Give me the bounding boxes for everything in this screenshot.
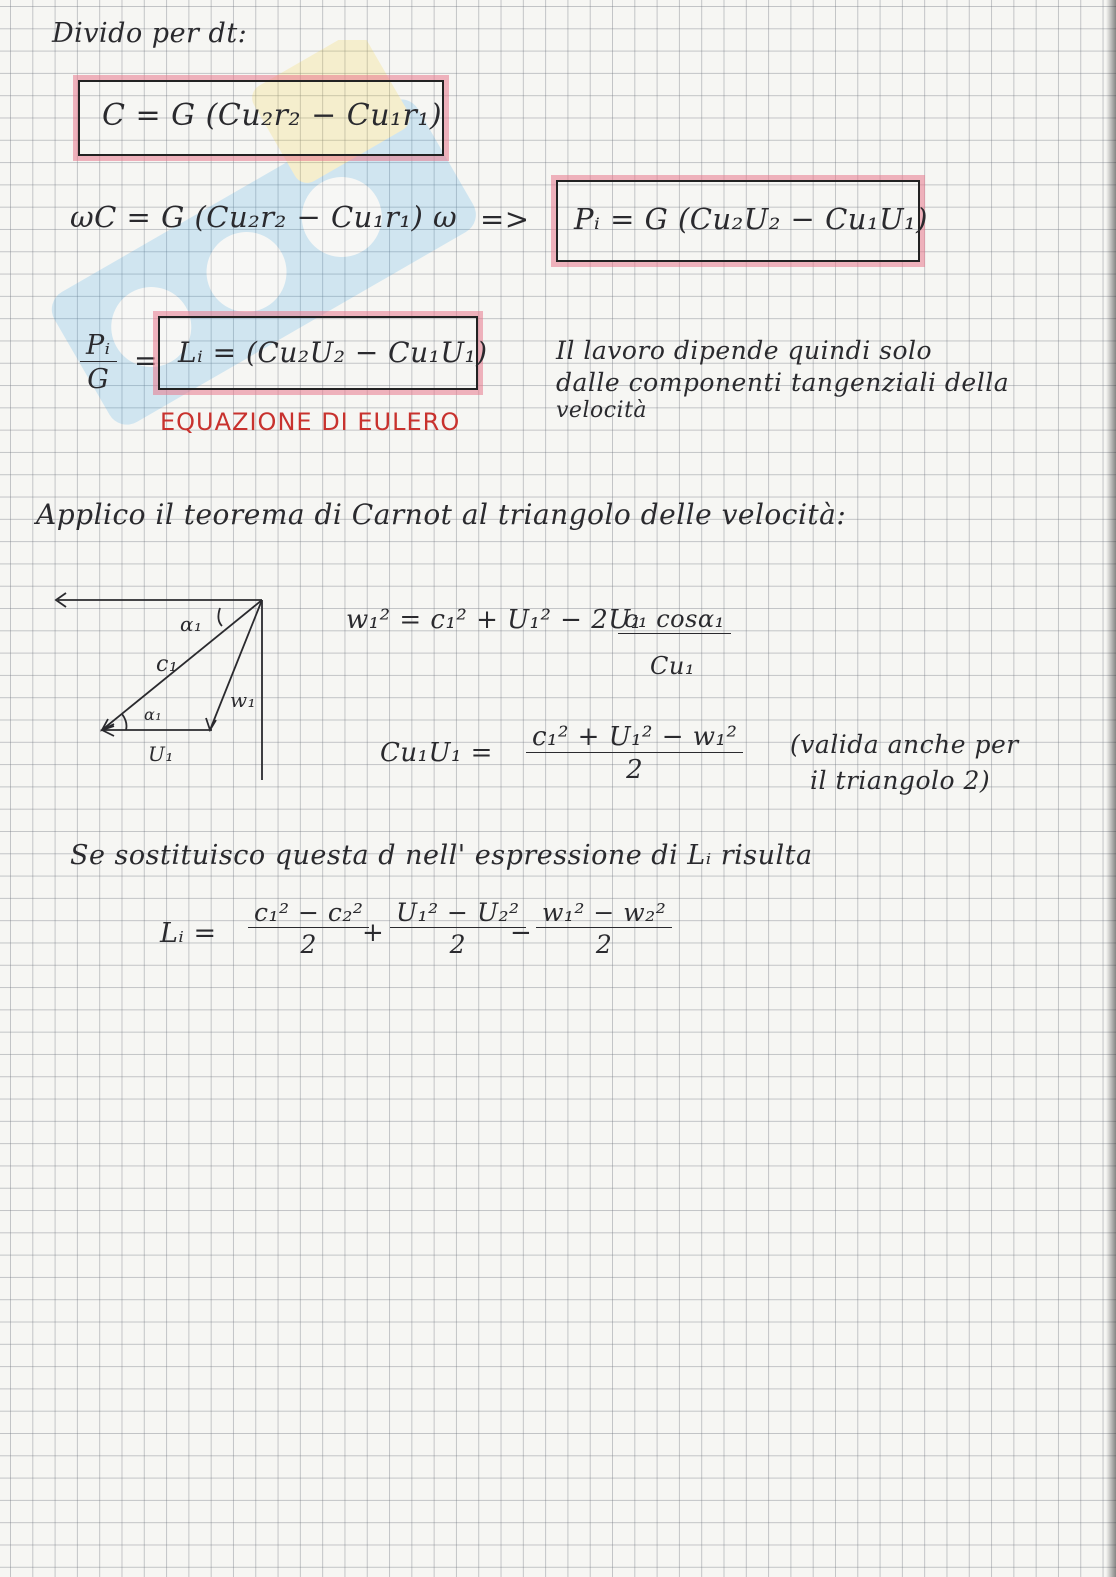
- alpha-top-arc: [218, 608, 222, 626]
- fraction-denominator: 2: [449, 930, 466, 959]
- work-equation: Lᵢ = (Cu₂U₂ − Cu₁U₁): [178, 336, 488, 369]
- fraction-numerator: c₁² + U₁² − w₁²: [526, 722, 743, 753]
- minus-sign: −: [510, 918, 533, 948]
- heading-line: Divido per dt:: [52, 18, 248, 49]
- euler-equation-label: EQUAZIONE DI EULERO: [160, 408, 461, 436]
- alpha-angle-arc: [122, 714, 127, 730]
- implies-arrow: =>: [480, 202, 530, 236]
- p-over-g-fraction: [80, 330, 117, 395]
- fraction-denominator: 2: [626, 755, 644, 785]
- triangle-label-alpha-top: α₁: [180, 612, 203, 636]
- carnot-sentence: Applico il teorema di Carnot al triangolo delle velocità:: [36, 498, 847, 531]
- fraction-numerator: w₁² − w₂²: [536, 898, 672, 928]
- torque-equation: C = G (Cu₂r₂ − Cu₁r₁): [102, 98, 443, 133]
- substitution-sentence: Se sostituisco questa d nell' espressione di Lᵢ risulta: [70, 840, 813, 871]
- fraction-denominator: 2: [300, 930, 317, 959]
- fraction-numerator: Pᵢ: [80, 330, 117, 362]
- power-equation-box: [556, 180, 928, 262]
- tangential-product-fraction: [526, 722, 743, 785]
- note-line-2: dalle componenti tangenziali della: [556, 368, 1010, 397]
- fraction-denominator: G: [87, 364, 110, 395]
- final-equation-lhs: Lᵢ =: [160, 918, 217, 949]
- kinetic-energy-fraction: [248, 898, 369, 959]
- triangle-label-u1: U₁: [148, 742, 174, 766]
- work-equation-box: [158, 316, 488, 390]
- note-line-1: Il lavoro dipende quindi solo: [556, 336, 933, 365]
- validity-note-line-1: (valida anche per: [790, 730, 1019, 759]
- power-equation: Pᵢ = G (Cu₂U₂ − Cu₁U₁): [574, 202, 928, 236]
- law-of-cosines-equation: w₁² = c₁² + U₁² − 2U₁: [346, 605, 642, 635]
- omega-equation: ωC = G (Cu₂r₂ − Cu₁r₁) ω: [70, 200, 458, 234]
- page-edge-shadow: [1106, 0, 1116, 1577]
- fraction-numerator: c₁² − c₂²: [248, 898, 369, 928]
- plus-sign: +: [362, 918, 385, 948]
- triangle-label-w1: w₁: [230, 688, 257, 712]
- peripheral-speed-fraction: [390, 898, 526, 959]
- triangle-label-alpha-bottom: α₁: [144, 705, 163, 724]
- triangle-label-c1: c₁: [156, 652, 179, 677]
- cosine-term-label: Cu₁: [650, 652, 695, 680]
- fraction-numerator: U₁² − U₂²: [390, 898, 526, 928]
- cosine-term-underbrace: c₁ cosα₁: [618, 605, 731, 634]
- fraction-denominator: 2: [595, 930, 613, 959]
- equals-sign: =: [134, 344, 158, 377]
- validity-note-line-2: il triangolo 2): [810, 766, 991, 795]
- torque-equation-box: [78, 80, 444, 156]
- note-line-3: velocità: [556, 398, 648, 423]
- tangential-product-equation: Cu₁U₁ =: [380, 738, 493, 768]
- relative-speed-fraction: [536, 898, 672, 959]
